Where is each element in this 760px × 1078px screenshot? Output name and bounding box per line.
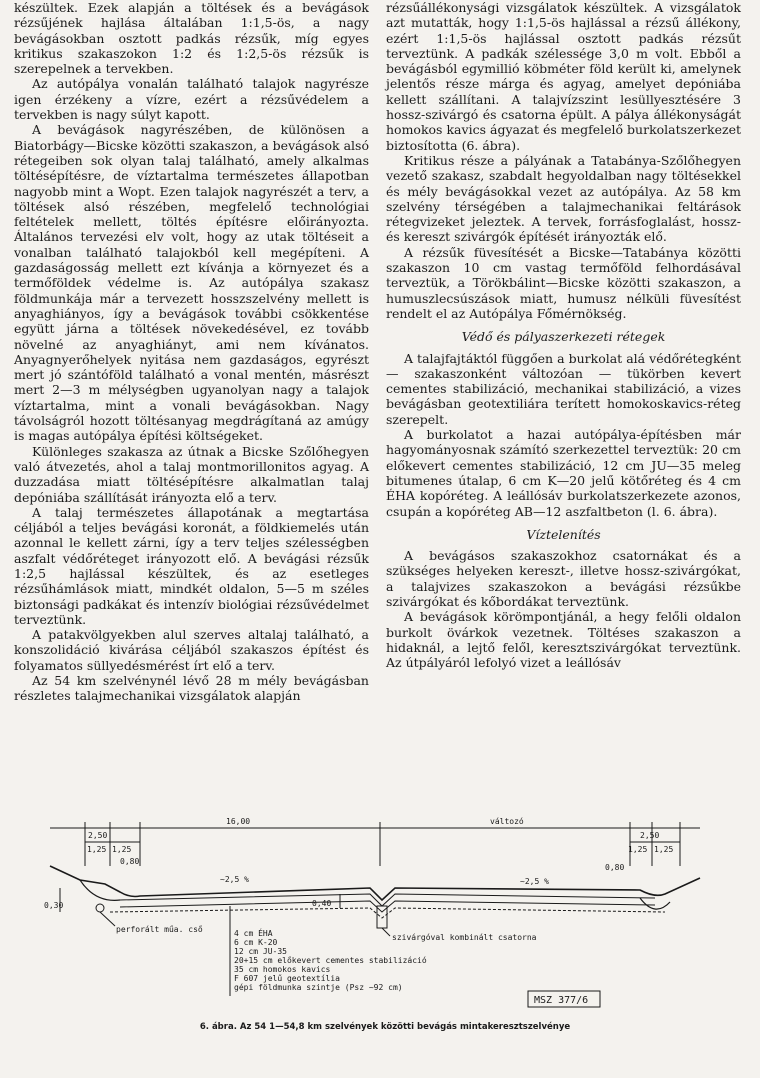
paragraph: Az autópálya vonalán található talajok nagyrésze igen érzékeny a vízre, ezért a rézsűvédelem a tervekben is nagy súlyt kapott. (14, 76, 369, 123)
paragraph: A bevágások körömpontjánál, a hegy felőli oldalon burkolt övárkok vezetnek. Töltéses szakaszon a hidaknál, a lejtő felől, keresztszivárgókat terveztünk. Az útpályáról lefolyó vizet a leállósáv (386, 609, 741, 671)
paragraph: rézsűállékonysági vizsgálatok készültek. A vizsgálatok azt mutatták, hogy 1:1,5-ös hajlással a rézsű állékony, ezért 1:1,5-ös hajlással osztott padkás rézsűt terveztünk. A padkák szélessége 3,0 m volt. Ebből a bevágásból egymillió köbméter föld került ki, amelynek jelentős része márga és agyag, amelyet depóniába kellett szállítani. A talajvízszint lesüllyesztésére 3 hossz-szivárgó és csatorna épült. A pálya állékonyságát homokos kavics ágyazat és megfelelő burkolatszerkezet biztosította (6. ábra). (386, 0, 741, 153)
dimension-label: 0,30 (44, 901, 64, 910)
layer-label: 35 cm homokos kavics (234, 965, 331, 974)
layer-label: F 607 jelű geotextília (234, 974, 340, 983)
dimension-label: 16,00 (226, 817, 251, 826)
pipe-label: perforált műa. cső (116, 925, 203, 934)
left-column (14, 0, 369, 704)
dimension-label: változó (490, 817, 524, 826)
paragraph: készültek. Ezek alapján a töltések és a bevágások rézsűjének hajlása általában 1:1,5-ös, a nagy bevágásokban osztott padkás rézsűk, míg egyes kritikus szakaszokon 1:2 és 1:2,5-ös rézsűk is szerepelnek a tervekben. (14, 0, 369, 77)
dimension-label: 2,50 (88, 831, 108, 840)
slope-label: ~2,5 % (520, 877, 549, 886)
layer-label: 20+15 cm előkevert cementes stabilizáció (234, 956, 427, 965)
paragraph: Az 54 km szelvénynél lévő 28 m mély bevágásban részletes talajmechanikai vizsgálatok alapján (14, 673, 369, 704)
dimension-label: 0,80 (605, 863, 625, 872)
channel-label: szivárgóval kombinált csatorna (392, 933, 537, 942)
layer-label: 4 cm ÉHA (234, 929, 273, 938)
standard-stamp: MSZ 377/6 (534, 995, 589, 1006)
paragraph: A rézsűk füvesítését a Bicske—Tatabánya közötti szakaszon 10 cm vastag termőföld felhordásával terveztük, a Törökbálint—Bicske közötti szakaszon, a humuszlecsúszások miatt, humusz nélküli füvesítést rendelt el az Autópálya Főmérnökség. (386, 244, 741, 321)
dimension-label: 2,50 (640, 831, 660, 840)
section-heading-drainage: Víztelenítés (526, 526, 601, 542)
cross-section-drawing (40, 808, 740, 1018)
dimension-label: 1,25 (628, 845, 648, 854)
paragraph: A bevágásos szakaszokhoz csatornákat és a szükséges helyeken kereszt-, illetve hossz-szivárgókat, a talajvizes szakaszokon a bevágási rézsűkbe szivárgókat és kőbordákat terveztünk. (386, 548, 741, 609)
dimension-label: 1,25 (112, 845, 132, 854)
paragraph: A talaj természetes állapotának a megtartása céljából a teljes bevágási koronát, a földkiemelés után azonnal le kellett zárni, így a terv teljes szélességben aszfalt védőréteget irányozott elő. A bevágási rézsűk 1:2,5 hajlással készültek, és az esetleges rézsűhámlások miatt, mindkét oldalon, 5—5 m széles biztonsági padkákat és intenzív biológiai rézsűvédelmet terveztünk. (14, 504, 369, 627)
paragraph: Kritikus része a pályának a Tatabánya-Szőlőhegyen vezető szakasz, szabdalt hegyoldalban nagy töltésekkel és mély bevágásokkal vezet az autópálya. Az 58 km szelvény térségében a talajmechanikai feltárások rétegvizeket jeleztek. A tervek, forrásfoglalást, hossz- és kereszt szivárgók építését irányozták elő. (386, 152, 741, 245)
dimension-label: 1,25 (654, 845, 674, 854)
road-surface-profile (50, 866, 700, 900)
dimension-label: 1,25 (87, 845, 107, 854)
paragraph: A talajfajtáktól függően a burkolat alá védőrétegként — szakaszonként változóan — tükörben kevert cementes stabilizáció, mechanikai stabilizáció, a vizes bevágásban geotextiliára terített homokoskavics-réteg szerepelt. (386, 350, 741, 427)
paragraph: Különleges szakasza az útnak a Bicske Szőlőhegyen való átvezetés, ahol a talaj montmorillonitos agyag. A duzzadása miatt töltésépítésre alkalmatlan talaj depóniába szállítását irányozta elő a terv. (14, 443, 369, 505)
paragraph: A burkolatot a hazai autópálya-építésben már hagyományosnak számító szerkezettel terveztük: 20 cm előkevert cementes stabilizáció, 12 cm JU—35 meleg bitumenes útalap, 6 cm K—20 jelű kötőréteg és 4 cm ÉHA kopóréteg. A leállósáv burkolatszerkezete azonos, csupán a kopóréteg AB—12 aszfaltbeton (l. 6. ábra). (386, 427, 741, 519)
layer-label: gépi földmunka szintje (Psz ~92 cm) (234, 983, 403, 992)
section-heading-protective-layers: Védő és pályaszerkezeti rétegek (461, 329, 666, 345)
layer-label: 6 cm K-20 (234, 938, 278, 947)
dimension-label: 0,40 (312, 899, 332, 908)
layer-label: 12 cm JU-35 (234, 947, 287, 956)
figure-caption: 6. ábra. Az 54 1—54,8 km szelvények közötti bevágás mintakeresztszelvénye (199, 1022, 571, 1032)
right-column (386, 0, 741, 670)
paragraph: A bevágások nagyrészében, de különösen a Biatorbágy—Bicske közötti szakaszon, a bevágások alsó rétegeiben sok olyan talaj található, amely alkalmas töltésépítésre, de víztartalma természetes állapotban nagyobb mint a Wopt. Ezen talajok nagyrészét a terv, a töltések alsó részében, megfelelő technológiai feltételek mellett, töltés építésre előirányozta. Általános tervezési elv volt, hogy az utak töltéseit a vonalban található talajokból kell megépíteni. A gazdaságosság mellett ezt kívánja a környezet és a termőföldek védelme is. Az autópálya szakasz földmunkája már a tervezett hosszszelvény mellett is anyaghiányos, így a bevágások további csökkentése együtt járna a töltések növekedésével, ez tovább növelné az anyaghiányt, ami nem kívánatos. Anyagnyerőhelyek nyitása nem gazdaságos, egyrészt mert jó szántóföld található a vonal mentén, másrészt mert 2—3 m mélységben ugyanolyan nagy a talajok víztartalma, mint a vonali bevágásokban. Nagy távolságról hozott töltésanyag megdrágítaná az amúgy is magas autópálya építési költségeket. (14, 122, 369, 444)
perforated-pipe (96, 904, 104, 912)
cross-section-figure (40, 808, 740, 1038)
paragraph: A patakvölgyekben alul szerves altalaj található, a konszolidáció kivárása céljából szakaszos építést és folyamatos süllyedésmérést írt elő a terv. (14, 627, 369, 673)
dimension-label: 0,80 (120, 857, 140, 866)
slope-label: ~2,5 % (220, 875, 249, 884)
